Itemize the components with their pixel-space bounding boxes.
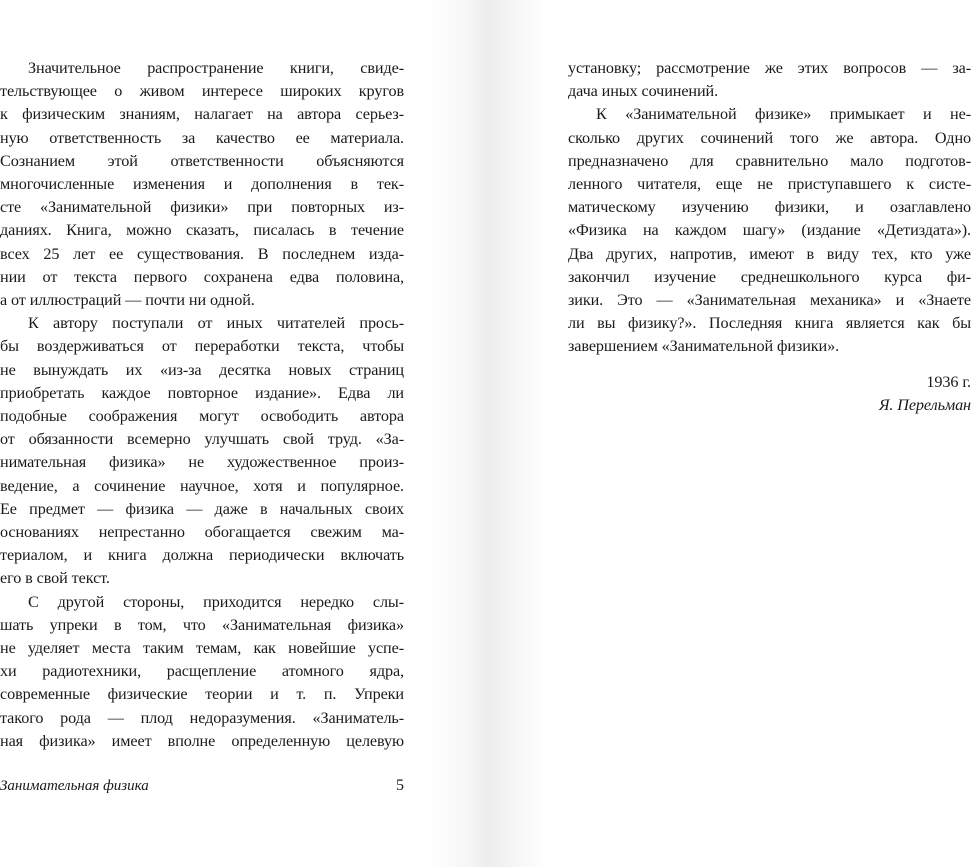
text-line: шать упреки в том, что «Занимательная физика» <box>0 615 404 634</box>
text-line: дача иных сочинений. <box>568 82 719 101</box>
text-line: закончил изучение среднешкольного курса фи- <box>568 267 971 286</box>
text-line: ли вы физику?». Последняя книга является как бы <box>568 314 971 333</box>
text-line: нии от текста первого сохранена едва половина, <box>0 267 404 286</box>
text-line: сколько других сочинений того же автора. Одно <box>568 128 971 147</box>
text-line: хи радиотехники, расщепление атомного ядра, <box>0 662 404 681</box>
text-line: Сознанием этой ответственности объясняются <box>0 151 404 170</box>
signature-date: 1936 г. <box>926 372 971 391</box>
text-line: нимательная физика» не художественное произ- <box>0 453 404 472</box>
text-line: многочисленные изменения и дополнения в тек- <box>0 175 404 193</box>
text-line: ная физика» имеет вполне определенную целевую <box>0 731 404 750</box>
text-line: тельствующее о живом интересе широких кругов <box>0 82 404 101</box>
text-line: Два других, напротив, имеют в виду тех, кто уже <box>568 244 971 263</box>
text-line: от обязанности всемерно улучшать свой труд. «За- <box>0 430 404 449</box>
text-line: основаниях непрестанно обогащается свежим ма- <box>0 523 404 541</box>
text-line: С другой стороны, приходится нередко слы- <box>28 592 404 611</box>
text-line: матическому изучению физики, и озаглавлено <box>568 198 971 217</box>
text-line: Ее предмет — физика — даже в начальных своих <box>0 499 404 518</box>
text-line: Значительное распространение книги, свиде- <box>28 59 404 77</box>
text-line: завершением «Занимательной физики». <box>568 337 840 356</box>
text-line: его в свой текст. <box>0 569 110 588</box>
text-line: а от иллюстраций — почти ни одной. <box>0 291 255 309</box>
signature-author: Я. Перельман <box>878 395 971 414</box>
text-line: подобные соображения могут освободить автора <box>0 407 404 425</box>
text-line: териалом, и книга должна периодически включать <box>0 546 404 565</box>
text-line: «Физика на каждом шагу» (издание «Детиздата»). <box>568 221 971 240</box>
text-line: установку; рассмотрение же этих вопросов — за- <box>568 59 971 77</box>
text-line: бы воздерживаться от переработки текста, чтобы <box>0 337 404 356</box>
text-line: всех 25 лет ее существования. В последнем изда- <box>0 244 404 263</box>
text-line: не уделяет места таким темам, как новейшие успе- <box>0 639 404 657</box>
text-line: К «Занимательной физике» примыкает и не- <box>596 105 971 124</box>
page-number: 5 <box>396 777 404 794</box>
text-line: такого рода — плод недоразумения. «Заниматель- <box>0 708 404 727</box>
text-line: к физическим знаниям, налагает на автора серьез- <box>0 105 404 124</box>
text-line: современные физические теории и т. п. Упреки <box>0 685 404 704</box>
text-line: даниях. Книга, можно сказать, писалась в течение <box>0 221 404 240</box>
text-line: ленного читателя, еще не приступавшего к систе- <box>568 175 971 193</box>
running-footer-title: Занимательная физика <box>0 778 149 794</box>
text-line: ведение, а сочинение научное, хотя и популярное. <box>0 476 404 495</box>
text-line: сте «Занимательной физики» при повторных из- <box>0 198 404 217</box>
text-line: ную ответственность за качество ее материала. <box>0 128 404 147</box>
text-line: К автору поступали от иных читателей прось- <box>28 314 404 333</box>
text-line: приобретать каждое повторное издание». Едва ли <box>0 383 404 402</box>
text-line: предназначено для сравнительно мало подготов- <box>568 151 971 170</box>
text-line: зики. Это — «Занимательная механика» и «Знаете <box>568 291 971 309</box>
text-line: не вынуждать их «из-за десятка новых страниц <box>0 360 404 379</box>
